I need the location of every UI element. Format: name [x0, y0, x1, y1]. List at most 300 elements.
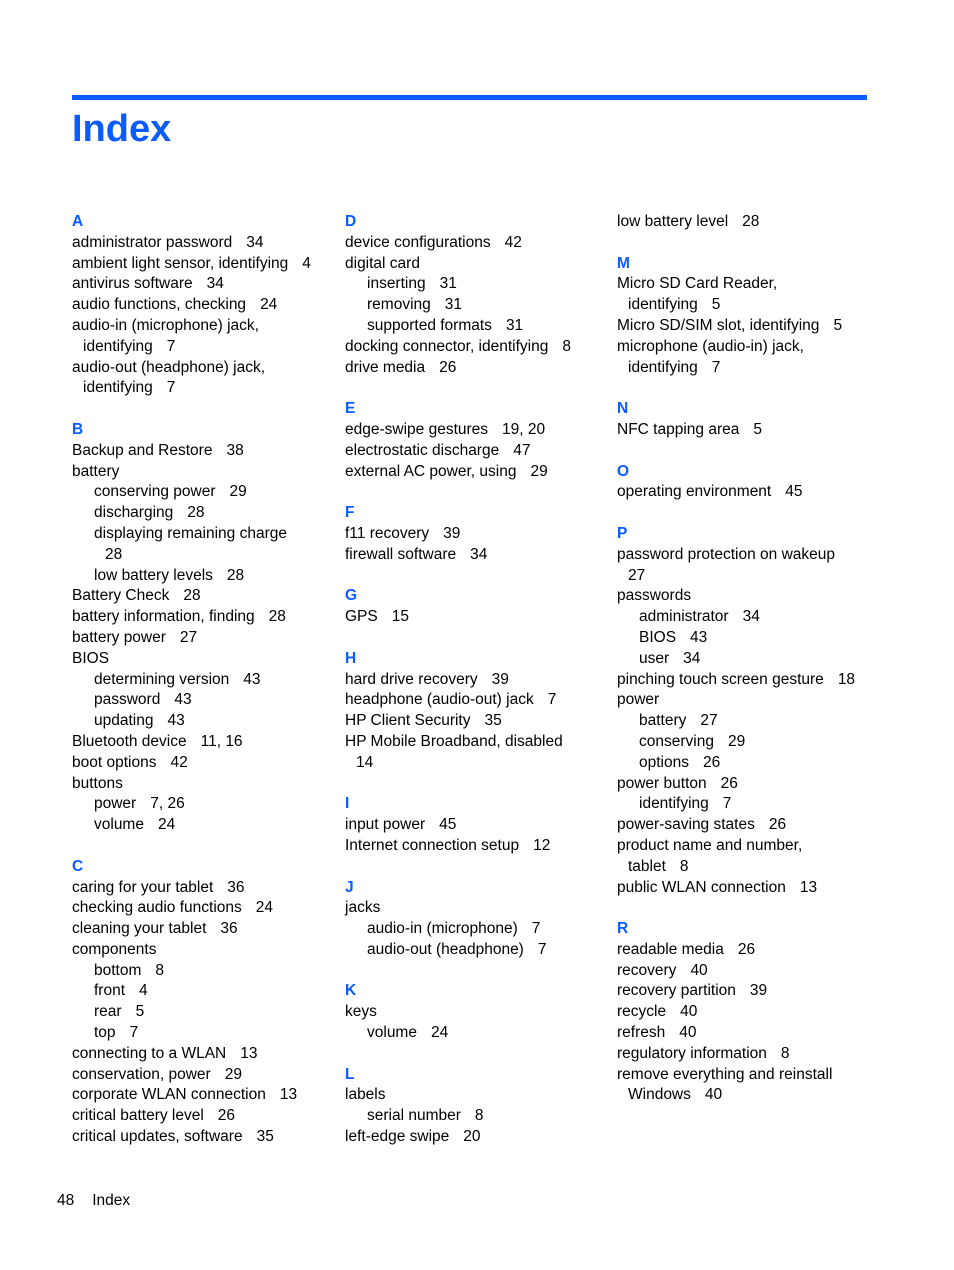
entry-page-ref: 35 — [256, 1128, 274, 1146]
entry-term: f11 recovery — [345, 524, 430, 542]
index-entry — [72, 940, 332, 961]
entry-term: options — [639, 753, 689, 771]
entry-page-ref: 24 — [157, 816, 176, 834]
index-letter-heading — [345, 212, 605, 233]
entry-term: battery information, finding — [72, 608, 255, 626]
index-entry — [72, 503, 332, 524]
index-entry — [72, 898, 332, 919]
index-entry — [345, 753, 605, 774]
index-letter-heading — [345, 503, 605, 524]
index-entry — [345, 1085, 605, 1106]
entry-term: pinching touch screen gesture — [617, 670, 824, 688]
index-entry — [345, 1127, 605, 1148]
index-entry — [345, 420, 605, 441]
entry-term: HP Mobile Broadband, disabled — [345, 732, 563, 750]
index-entry — [72, 981, 332, 1002]
entry-page-ref: 35 — [484, 712, 502, 730]
entry-page-ref: 38 — [226, 441, 244, 459]
index-letter-heading — [345, 586, 605, 607]
entry-term: removing — [367, 296, 431, 314]
entry-term: operating environment — [617, 483, 772, 501]
index-letter-heading — [345, 794, 605, 815]
entry-term: discharging — [94, 504, 174, 522]
entry-page-ref: 28 — [187, 504, 205, 522]
section-spacer — [617, 503, 877, 524]
entry-term: supported formats — [367, 316, 492, 334]
index-entry — [617, 420, 877, 441]
letter-label: K — [345, 982, 357, 1000]
index-entry — [617, 482, 877, 503]
index-letter-heading — [617, 524, 877, 545]
index-entry — [617, 1044, 877, 1065]
page-number: 48 — [57, 1192, 75, 1209]
index-entry — [617, 274, 877, 295]
index-entry — [345, 1002, 605, 1023]
entry-term: headphone (audio-out) jack — [345, 691, 534, 709]
index-letter-heading — [617, 399, 877, 420]
entry-term: low battery levels — [94, 566, 213, 584]
index-entry — [72, 337, 332, 358]
letter-label: G — [345, 587, 358, 605]
index-entry — [617, 753, 877, 774]
section-spacer — [617, 441, 877, 462]
entry-page-ref: 45 — [785, 483, 803, 501]
index-entry — [72, 794, 332, 815]
section-spacer — [345, 961, 605, 982]
index-letter-heading — [345, 399, 605, 420]
entry-term: hard drive recovery — [345, 670, 478, 688]
letter-label: B — [72, 420, 84, 438]
index-entry — [72, 441, 332, 462]
index-entry — [345, 337, 605, 358]
index-entry — [345, 919, 605, 940]
letter-label: L — [345, 1065, 355, 1083]
entry-term: critical updates, software — [72, 1128, 243, 1146]
entry-term: Windows — [628, 1086, 691, 1104]
index-entry — [72, 1065, 332, 1086]
entry-page-ref: 7 — [537, 940, 547, 958]
entry-term: conservation, power — [72, 1065, 211, 1083]
entry-term: determining version — [94, 670, 230, 688]
entry-page-ref: 28 — [183, 587, 201, 605]
section-spacer — [345, 774, 605, 795]
entry-page-ref: 26 — [720, 774, 738, 792]
index-entry — [617, 774, 877, 795]
entry-term: recycle — [617, 1003, 667, 1021]
section-spacer — [345, 1044, 605, 1065]
entry-page-ref: 7 — [531, 920, 541, 938]
index-entry — [72, 1044, 332, 1065]
index-entry — [72, 274, 332, 295]
index-entry — [345, 524, 605, 545]
entry-page-ref: 4 — [302, 254, 311, 272]
entry-term: volume — [94, 816, 144, 834]
section-spacer — [72, 399, 332, 420]
entry-term: HP Client Security — [345, 712, 471, 730]
index-entry — [617, 711, 877, 732]
entry-term: updating — [94, 712, 154, 730]
entry-page-ref: 45 — [439, 816, 457, 834]
section-spacer — [345, 628, 605, 649]
index-entry — [72, 1023, 332, 1044]
entry-page-ref: 26 — [737, 940, 756, 958]
entry-page-ref: 34 — [470, 545, 488, 563]
entry-term: Bluetooth device — [72, 732, 187, 750]
entry-term: antivirus software — [72, 275, 193, 293]
entry-term: low battery level — [617, 213, 729, 230]
index-entry — [617, 794, 877, 815]
entry-term: caring for your tablet — [72, 878, 214, 896]
index-entry — [72, 753, 332, 774]
entry-page-ref: 28 — [742, 213, 760, 230]
entry-term: product name and number, — [617, 836, 803, 854]
entry-page-ref: 43 — [690, 628, 708, 646]
entry-term: ambient light sensor, identifying — [72, 254, 289, 272]
index-entry — [617, 358, 877, 379]
entry-term: input power — [345, 816, 426, 834]
footer-section: Index — [92, 1192, 131, 1209]
index-entry — [72, 254, 332, 275]
index-letter-heading — [72, 857, 332, 878]
index-entry — [345, 1023, 605, 1044]
entry-page-ref: 7 — [547, 691, 557, 709]
entry-term: tablet — [628, 857, 666, 875]
entry-page-ref: 34 — [683, 649, 701, 667]
index-entry — [345, 732, 605, 753]
entry-term: BIOS — [639, 628, 677, 646]
entry-term: displaying remaining charge — [94, 524, 288, 542]
index-entry — [72, 545, 332, 566]
entry-page-ref: 42 — [170, 753, 188, 771]
entry-term: passwords — [617, 587, 692, 605]
entry-term: device configurations — [345, 233, 491, 251]
entry-page-ref: 34 — [246, 233, 264, 251]
section-spacer — [345, 482, 605, 503]
entry-page-ref: 40 — [704, 1086, 723, 1104]
index-entry — [617, 566, 877, 587]
index-entry — [72, 295, 332, 316]
entry-page-ref: 36 — [227, 878, 245, 896]
entry-page-ref: 4 — [139, 982, 148, 1000]
letter-label: E — [345, 400, 356, 418]
index-entry — [617, 607, 877, 628]
section-spacer — [345, 566, 605, 587]
entry-term: recovery partition — [617, 982, 736, 1000]
index-letter-heading — [345, 878, 605, 899]
index-entry — [617, 295, 877, 316]
entry-page-ref: 31 — [439, 275, 457, 293]
entry-term: audio-in (microphone) jack, — [72, 316, 259, 334]
entry-page-ref: 7 — [166, 379, 176, 397]
entry-page-ref: 18 — [837, 670, 856, 688]
entry-term: audio-out (headphone) — [367, 940, 524, 958]
entry-page-ref: 8 — [155, 961, 165, 979]
entry-term: components — [72, 940, 157, 958]
entry-page-ref: 43 — [167, 712, 185, 730]
entry-page-ref: 28 — [226, 566, 245, 584]
index-entry — [72, 1002, 332, 1023]
index-entry — [72, 358, 332, 379]
index-entry — [617, 878, 877, 899]
entry-page-ref: 43 — [174, 691, 192, 709]
entry-page-ref: 40 — [690, 961, 708, 979]
index-entry — [617, 940, 877, 961]
index-entry — [617, 732, 877, 753]
entry-page-ref: 11, 16 — [200, 732, 243, 750]
index-entry — [72, 1106, 332, 1127]
index-entry — [617, 961, 877, 982]
index-letter-heading — [617, 254, 877, 275]
entry-term: front — [94, 982, 126, 1000]
index-column-1 — [72, 212, 332, 1148]
entry-page-ref: 13 — [799, 878, 818, 896]
index-letter-heading — [617, 462, 877, 483]
index-entry — [617, 815, 877, 836]
entry-page-ref: 36 — [220, 920, 238, 938]
index-entry — [345, 316, 605, 337]
entry-page-ref: 43 — [243, 670, 261, 688]
index-entry — [345, 1106, 605, 1127]
index-entry — [345, 233, 605, 254]
section-spacer — [72, 836, 332, 857]
index-entry — [72, 462, 332, 483]
entry-page-ref: 40 — [680, 1003, 698, 1021]
entry-term: user — [639, 649, 670, 667]
index-entry — [617, 628, 877, 649]
entry-page-ref: 34 — [742, 608, 760, 626]
entry-term: critical battery level — [72, 1107, 204, 1125]
index-entry — [345, 462, 605, 483]
entry-page-ref: 39 — [491, 670, 509, 688]
index-entry — [345, 274, 605, 295]
index-entry — [72, 878, 332, 899]
index-entry — [617, 586, 877, 607]
index-letter-heading — [72, 420, 332, 441]
entry-term: docking connector, identifying — [345, 337, 549, 355]
index-entry — [72, 815, 332, 836]
entry-term: buttons — [72, 774, 123, 792]
entry-page-ref: 39 — [749, 982, 768, 1000]
entry-term: drive media — [345, 358, 426, 376]
page-footer — [57, 1191, 130, 1211]
index-entry — [345, 545, 605, 566]
entry-term: corporate WLAN connection — [72, 1086, 266, 1104]
entry-term: identifying — [628, 358, 698, 376]
index-entry — [345, 358, 605, 379]
section-spacer — [617, 898, 877, 919]
index-entry — [72, 482, 332, 503]
entry-page-ref: 24 — [255, 899, 274, 917]
index-entry — [72, 774, 332, 795]
entry-term: password — [94, 691, 161, 709]
index-entry — [617, 670, 877, 691]
entry-term: bottom — [94, 961, 142, 979]
entry-term: Micro SD/SIM slot, identifying — [617, 316, 820, 334]
letter-label: N — [617, 400, 629, 418]
index-entry — [345, 690, 605, 711]
entry-term: conserving — [639, 732, 714, 750]
index-entry — [617, 545, 877, 566]
entry-term: public WLAN connection — [617, 878, 786, 896]
index-letter-heading — [345, 981, 605, 1002]
entry-term: 27 — [628, 566, 646, 584]
page-title: Index — [72, 108, 172, 150]
entry-term: battery power — [72, 628, 166, 646]
letter-label: I — [345, 795, 350, 813]
entry-page-ref: 29 — [530, 462, 548, 480]
entry-page-ref: 26 — [702, 753, 721, 771]
entry-term: NFC tapping area — [617, 420, 740, 438]
entry-page-ref: 7, 26 — [150, 795, 185, 813]
index-entry — [72, 1085, 332, 1106]
entry-term: keys — [345, 1003, 377, 1021]
index-entry — [72, 690, 332, 711]
index-entry — [72, 316, 332, 337]
entry-term: audio-out (headphone) jack, — [72, 358, 266, 376]
entry-page-ref: 29 — [224, 1065, 242, 1083]
index-entry — [72, 233, 332, 254]
entry-page-ref: 29 — [727, 732, 746, 750]
index-letter-heading — [345, 1065, 605, 1086]
entry-term: jacks — [345, 899, 381, 917]
entry-term: firewall software — [345, 545, 457, 563]
entry-page-ref: 5 — [753, 420, 762, 438]
entry-term: GPS — [345, 608, 378, 626]
index-letter-heading — [345, 649, 605, 670]
index-entry — [345, 295, 605, 316]
index-entry — [72, 919, 332, 940]
entry-page-ref: 24 — [430, 1024, 449, 1042]
entry-term: left-edge swipe — [345, 1128, 450, 1146]
entry-term: readable media — [617, 940, 724, 958]
entry-term: rear — [94, 1003, 122, 1021]
index-entry — [617, 212, 877, 233]
entry-term: microphone (audio-in) jack, — [617, 337, 804, 355]
entry-term: audio functions, checking — [72, 296, 247, 314]
entry-term: top — [94, 1024, 116, 1042]
entry-term: regulatory information — [617, 1044, 767, 1062]
entry-page-ref: 8 — [679, 857, 689, 875]
entry-term: inserting — [367, 275, 426, 293]
entry-term: external AC power, using — [345, 462, 517, 480]
entry-term: identifying — [83, 379, 153, 397]
entry-term: checking audio functions — [72, 899, 242, 917]
entry-page-ref: 27 — [179, 628, 198, 646]
index-entry — [617, 1023, 877, 1044]
index-letter-heading — [72, 212, 332, 233]
letter-label: R — [617, 920, 629, 938]
entry-page-ref: 31 — [444, 296, 462, 314]
index-entry — [345, 670, 605, 691]
index-entry — [72, 566, 332, 587]
entry-page-ref: 40 — [679, 1024, 697, 1042]
entry-page-ref: 19, 20 — [502, 420, 546, 438]
entry-term: conserving power — [94, 483, 216, 501]
entry-page-ref: 15 — [391, 608, 409, 626]
index-entry — [345, 940, 605, 961]
entry-page-ref: 13 — [240, 1044, 258, 1062]
entry-term: identifying — [83, 337, 153, 355]
index-entry — [345, 711, 605, 732]
index-entry — [345, 836, 605, 857]
entry-term: power — [617, 691, 660, 709]
entry-page-ref: 27 — [700, 712, 718, 730]
entry-term: battery — [72, 462, 120, 480]
entry-page-ref: 20 — [463, 1128, 481, 1146]
index-entry — [72, 649, 332, 670]
entry-page-ref: 13 — [279, 1086, 298, 1104]
index-entry — [72, 586, 332, 607]
index-entry — [345, 441, 605, 462]
entry-term: digital card — [345, 254, 420, 272]
index-entry — [72, 732, 332, 753]
entry-term: battery — [639, 712, 687, 730]
section-spacer — [345, 857, 605, 878]
entry-term: power — [94, 795, 137, 813]
index-entry — [617, 649, 877, 670]
entry-page-ref: 8 — [780, 1044, 790, 1062]
entry-page-ref: 5 — [833, 316, 843, 334]
letter-label: C — [72, 857, 84, 875]
letter-label: F — [345, 504, 355, 522]
index-entry — [617, 337, 877, 358]
entry-page-ref: 8 — [474, 1107, 484, 1125]
index-entry — [72, 524, 332, 545]
index-entry — [72, 961, 332, 982]
entry-term: remove everything and reinstall — [617, 1065, 833, 1083]
letter-label: O — [617, 462, 630, 480]
entry-page-ref: 7 — [129, 1024, 139, 1042]
entry-term: connecting to a WLAN — [72, 1044, 227, 1062]
entry-term: administrator password — [72, 233, 233, 251]
entry-term: 14 — [356, 753, 374, 771]
entry-term: volume — [367, 1024, 417, 1042]
index-entry — [345, 254, 605, 275]
entry-page-ref: 26 — [439, 358, 457, 376]
title-rule — [72, 95, 867, 100]
entry-term: BIOS — [72, 649, 110, 667]
entry-term: serial number — [367, 1107, 461, 1125]
index-entry — [72, 1127, 332, 1148]
entry-page-ref: 7 — [722, 795, 732, 813]
entry-page-ref: 34 — [206, 275, 224, 293]
index-column-3 — [617, 212, 877, 1106]
letter-label: A — [72, 213, 84, 230]
index-entry — [345, 607, 605, 628]
index-entry — [617, 316, 877, 337]
entry-page-ref: 42 — [504, 233, 522, 251]
entry-term: recovery — [617, 961, 677, 979]
entry-page-ref: 8 — [562, 337, 571, 355]
index-entry — [72, 670, 332, 691]
section-spacer — [345, 378, 605, 399]
entry-term: power-saving states — [617, 816, 755, 834]
entry-term: Micro SD Card Reader, — [617, 275, 778, 293]
entry-page-ref: 26 — [768, 816, 787, 834]
entry-term: labels — [345, 1086, 386, 1104]
entry-term: administrator — [639, 608, 729, 626]
letter-label: J — [345, 878, 354, 896]
index-column-2 — [345, 212, 605, 1148]
entry-term: edge-swipe gestures — [345, 420, 489, 438]
entry-page-ref: 39 — [443, 524, 461, 542]
index-entry — [617, 857, 877, 878]
entry-term: password protection on wakeup — [617, 545, 835, 563]
entry-page-ref: 5 — [711, 296, 721, 314]
index-entry — [617, 981, 877, 1002]
index-entry — [72, 378, 332, 399]
entry-term: Battery Check — [72, 587, 170, 605]
